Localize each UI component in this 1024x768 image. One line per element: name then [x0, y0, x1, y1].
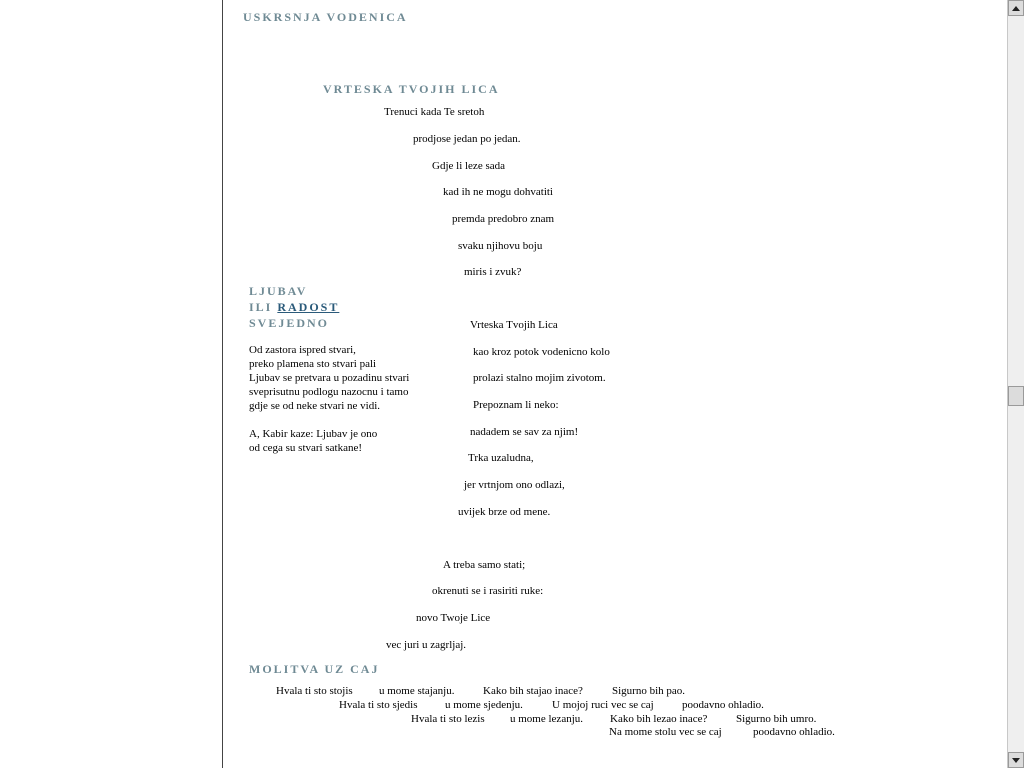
text-line: u mome stajanju. [379, 685, 455, 697]
poem-line: kad ih ne mogu dohvatiti [443, 186, 553, 198]
scrollbar-thumb[interactable] [1008, 386, 1024, 406]
text-line: Kako bih lezao inace? [610, 713, 708, 725]
poem-line: Vrteska Tvojih Lica [470, 319, 558, 331]
text-line: Kako bih stajao inace? [483, 685, 583, 697]
vertical-scrollbar[interactable] [1007, 0, 1024, 768]
poem-line: prodjose jedan po jedan. [413, 133, 521, 145]
text-line: Hvala ti sto sjedis [339, 699, 418, 711]
text-line: Sigurno bih umro. [736, 713, 817, 725]
text-line: poodavno ohladio. [682, 699, 764, 711]
poem-line: novo Twoje Lice [416, 612, 491, 624]
text-line: A, Kabir kaze: Ljubav je ono [249, 428, 378, 440]
poem-line: kao kroz potok vodenicno kolo [473, 346, 610, 358]
poem-line: A treba samo stati; [443, 559, 526, 571]
poem-line: jer vrtnjom ono odlazi, [464, 479, 565, 491]
poem-line: vec juri u zagrljaj. [386, 639, 467, 651]
poem-line: Gdje li leze sada [432, 160, 505, 172]
text-line: Od zastora ispred stvari, [249, 344, 356, 356]
poem-line: Prepoznam li neko: [473, 399, 559, 411]
text-line: Sigurno bih pao. [612, 685, 686, 697]
poem-line: Trenuci kada Te sretoh [384, 106, 485, 118]
heading-vrteska-tvojih-lica: VRTESKA TVOJIH LICA [323, 82, 500, 96]
poem-line: Trka uzaludna, [468, 452, 534, 464]
text-line: u mome lezanju. [510, 713, 584, 725]
text-line: od cega su stvari satkane! [249, 442, 363, 454]
poem-line: uvijek brze od mene. [458, 506, 551, 518]
arrow-up-icon [1012, 6, 1020, 11]
text-line: Hvala ti sto stojis [276, 685, 353, 697]
left-margin-rule [222, 0, 223, 768]
heading-ili: ILI [249, 300, 273, 314]
text-line: Na mome stolu vec se caj [609, 726, 722, 738]
poem-line: nadadem se sav za njim! [470, 426, 579, 438]
poem-line: svaku njihovu boju [458, 240, 543, 252]
text-line: preko plamena sto stvari pali [249, 358, 377, 370]
text-line: u mome sjedenju. [445, 699, 523, 711]
arrow-down-icon [1012, 758, 1020, 763]
poem-line: premda predobro znam [452, 213, 555, 225]
heading-molitva-uz-caj: MOLITVA UZ CAJ [249, 662, 380, 676]
text-line: Ljubav se pretvara u pozadinu stvari [249, 372, 410, 384]
scroll-down-button[interactable] [1008, 752, 1024, 768]
text-line: U mojoj ruci vec se caj [552, 699, 654, 711]
text-line: poodavno ohladio. [753, 726, 835, 738]
text-line: Hvala ti sto lezis [411, 713, 485, 725]
radost-link[interactable]: RADOST [277, 300, 340, 314]
heading-ljubav: LJUBAV [249, 284, 308, 298]
text-line: gdje se od neke stvari ne vidi. [249, 400, 381, 412]
poem-line: okrenuti se i rasiriti ruke: [432, 585, 544, 597]
scroll-up-button[interactable] [1008, 0, 1024, 16]
poem-line: miris i zvuk? [464, 266, 522, 278]
heading-svejedno: SVEJEDNO [249, 316, 330, 330]
heading-uskrsnja-vodenica: USKRSNJA VODENICA [243, 10, 408, 24]
heading-ljubav-ili-radost [249, 300, 339, 315]
poem-line: prolazi stalno mojim zivotom. [473, 372, 606, 384]
text-line: sveprisutnu podlogu nazocnu i tamo [249, 386, 409, 398]
